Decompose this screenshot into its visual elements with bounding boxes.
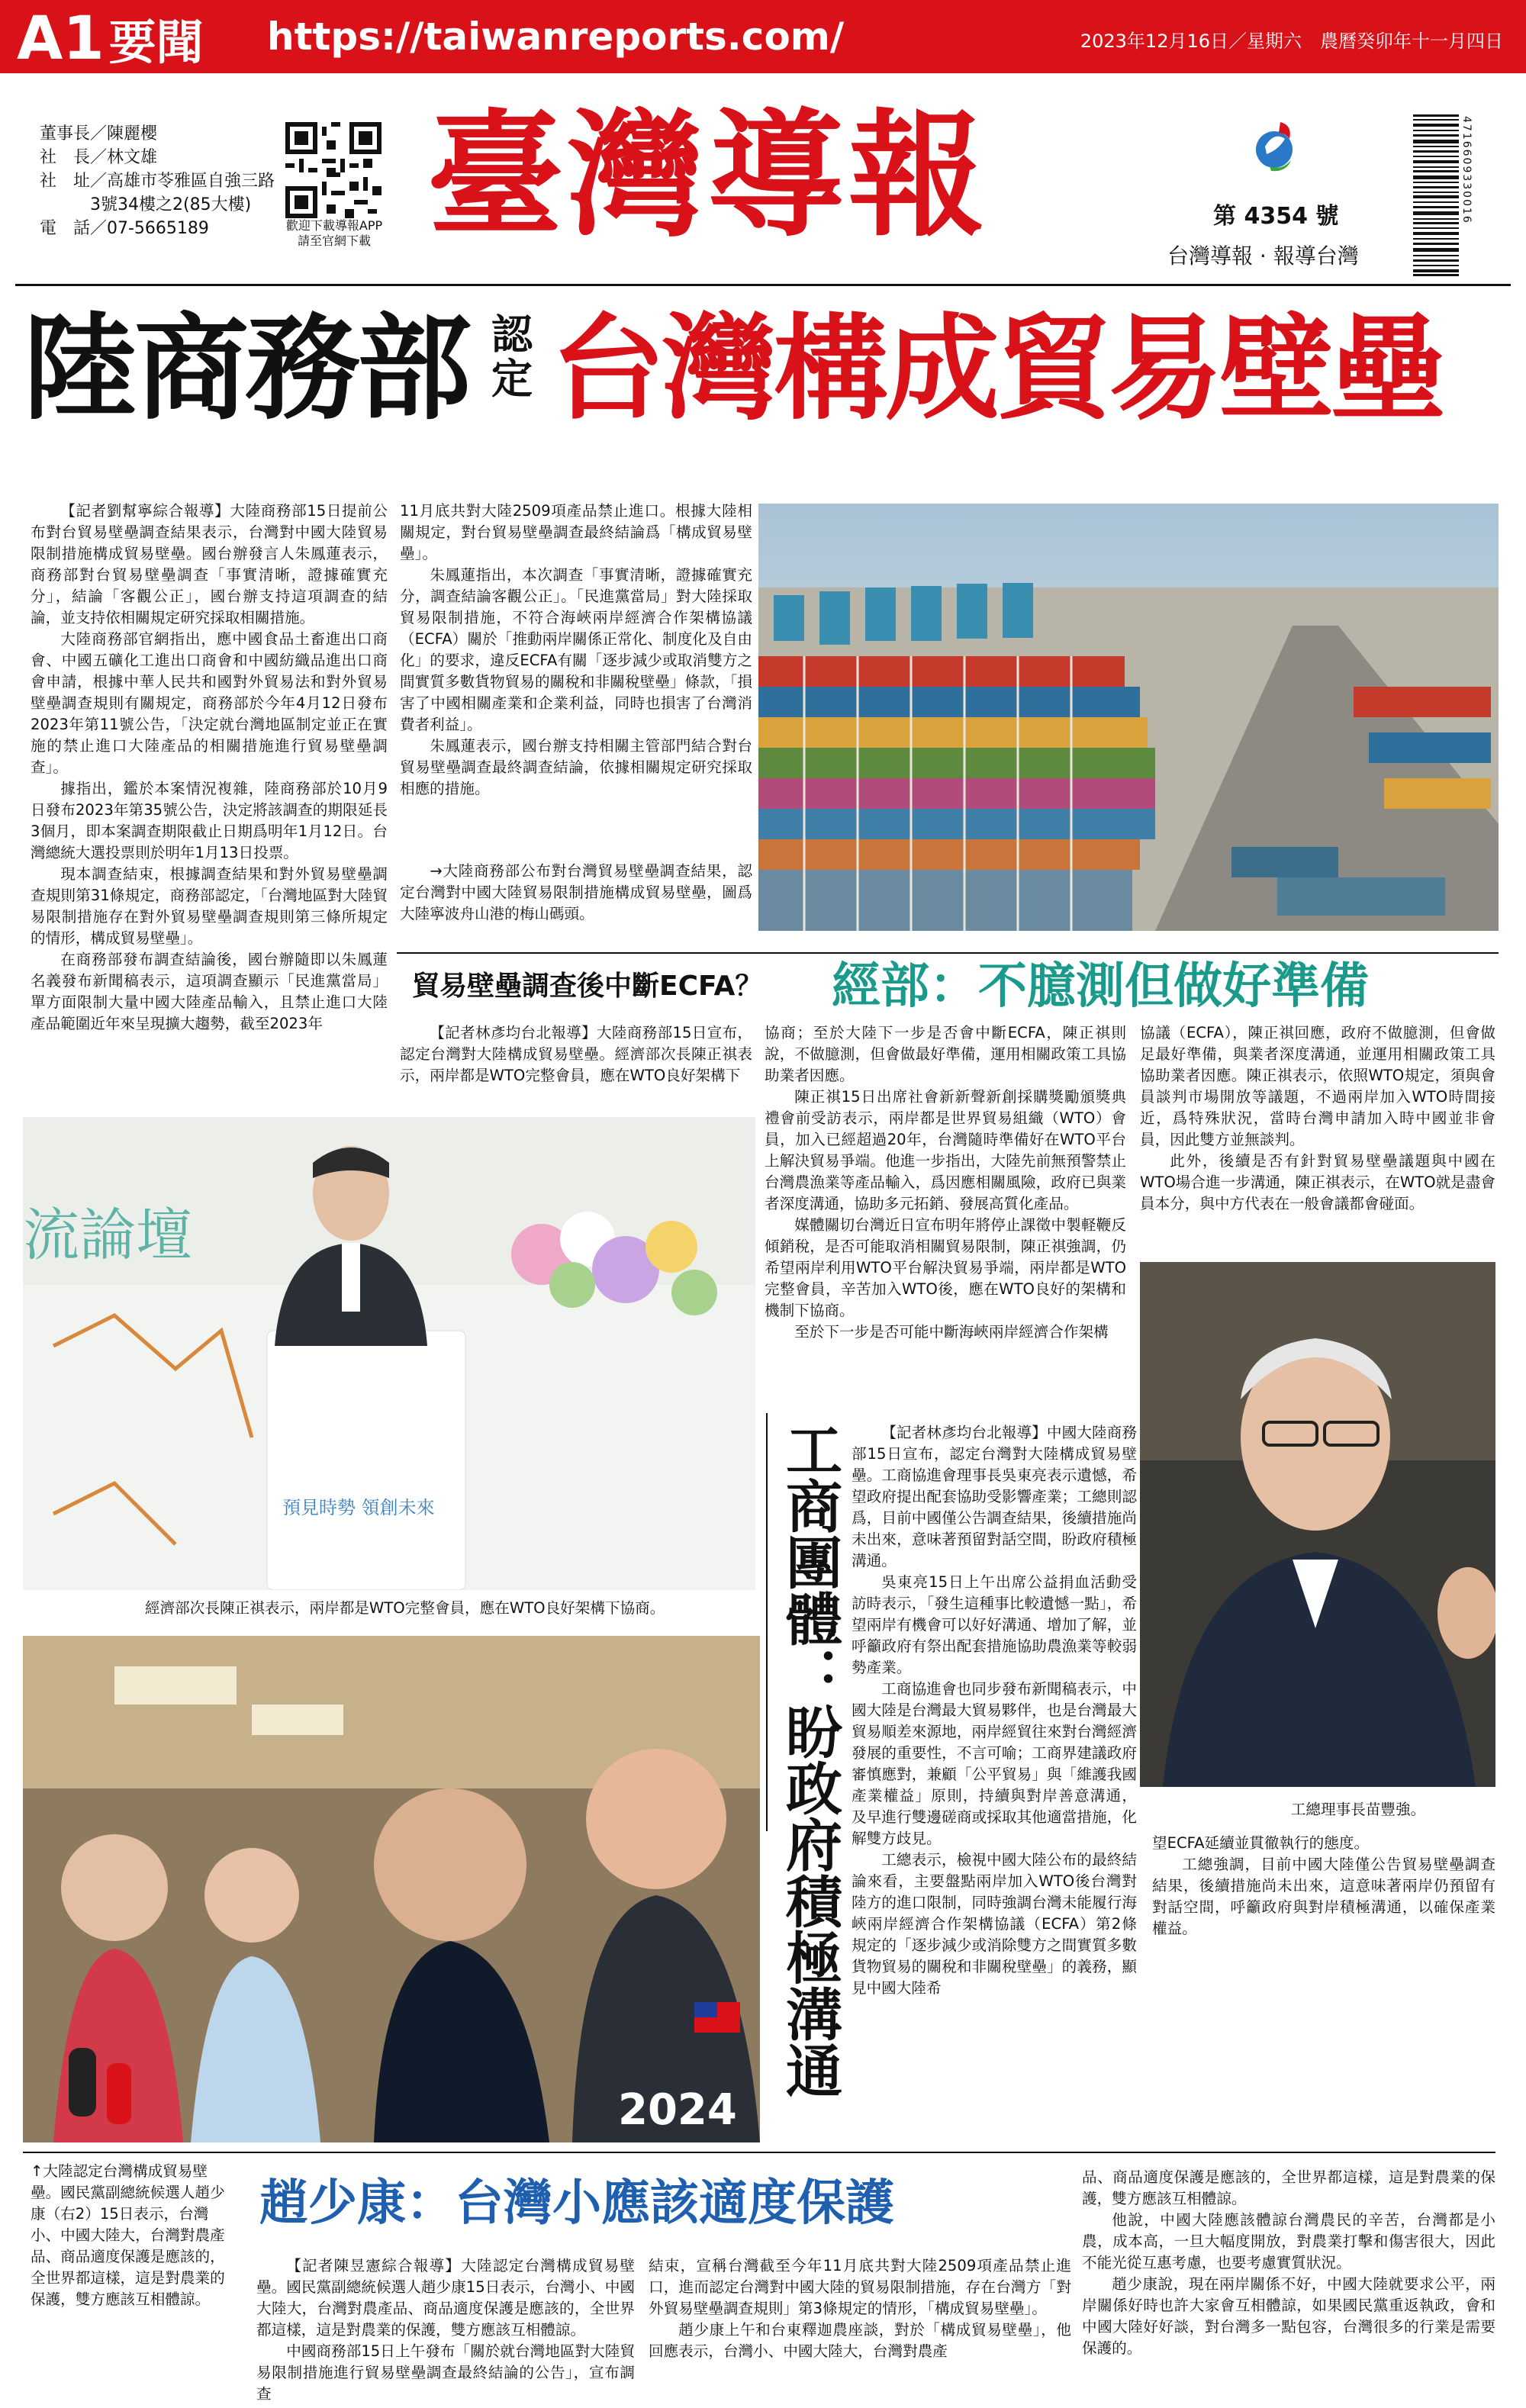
article4-col2 — [649, 2255, 1071, 2362]
article2-col3 — [1140, 1022, 1495, 1215]
paragraph: 至於下一步是否可能中斷海峽兩岸經濟合作架構 — [794, 1323, 1109, 1341]
article4-divider — [23, 2152, 1495, 2153]
paragraph: 在商務部發布調查結論後，國台辦隨即以朱鳳蓮名義發布新聞稿表示，這項調查顯示「民進黨當局」單方面限制大量中國大陸產品輸入，且禁止進口大陸產品範圍近年來呈現擴大趨勢，截至2023年 — [31, 951, 388, 1032]
paragraph: 品、商品適度保護是應該的，全世界都這樣，這是對農業的保護，雙方應該互相體諒。 — [1082, 2168, 1495, 2207]
paragraph: 他說，中國大陸應該體諒台灣農民的辛苦，台灣都是小農，成本高，一旦大幅度開放，對農業打擊和傷害很大，因此不能光從互惠考慮，也要考慮實質狀況。 — [1082, 2211, 1495, 2271]
slogan: 台灣導報 · 報導台灣 — [1167, 243, 1359, 269]
paragraph: 趙少康上午和台東釋迦農座談，對於「構成貿易壁壘」，他回應表示，台灣小、中國大陸大，台灣對農產 — [649, 2321, 1071, 2360]
paragraph: 中國商務部15日上午發布「關於就台灣地區對大陸貿易限制措施進行貿易壁壘調查最終結論的公告」，宣布調查 — [256, 2342, 635, 2403]
article3-col2 — [1152, 1833, 1495, 1940]
qr-caption: 歡迎下載導報APP 請至官網下載 — [285, 218, 383, 248]
shirt-year-text: 2024 — [618, 2085, 737, 2135]
staff-line: 社 長／林文雄 — [40, 148, 158, 167]
article2-col2 — [765, 1022, 1126, 1343]
paragraph: 協商；至於大陸下一步是否會中斷ECFA，陳正祺則說，不做臆測，但會做最好準備，運用相關政策工具協助業者因應。 — [765, 1024, 1126, 1084]
paragraph: 朱鳳蓮指出，本次調查「事實清晰，證據確實充分，調查結論客觀公正」。「民進黨當局」對大陸採取貿易限制措施，不符合海峽兩岸經濟合作架構協議（ECFA）關於「推動兩岸關係正常化、制度化及自由化」的要求，違反ECFA有關「逐步減少或取消雙方之間實質多數貨物貿易的關稅和非關稅壁壘」條款，「損害了中國相關產業和企業利益，同時也損害了台灣消費者利益」。 — [400, 566, 752, 733]
masthead-divider — [15, 284, 1511, 286]
kmt-visit-photo — [23, 1636, 760, 2142]
paragraph: 工總表示，檢視中國大陸公布的最終結論來看，主要盤點兩岸加入WTO後台灣對陸方的進口限制，同時強調台灣未能履行海峽兩岸經濟合作架構協議（ECFA）第2條規定的「逐步減少或消除雙方之間實質多數貨物貿易的關稅和非關稅壁壘」的義務，顯見中國大陸希 — [852, 1851, 1137, 1997]
dateline: 2023年12月16日／星期六 農曆癸卯年十一月四日 — [1080, 31, 1503, 52]
qr-code-icon[interactable] — [285, 122, 382, 218]
paragraph: 【記者林彥均台北報導】中國大陸商務部15日宣布，認定台灣對大陸構成貿易壁壘。工商協進會理事長吳東亮表示遺憾，希望政府提出配套協助受影響產業；工總則認爲，目前中國僅公告調查結果，後續措施尚未出來，意味著預留對話空間，盼政府積極溝通。 — [852, 1424, 1137, 1569]
article3-divider — [766, 1413, 768, 1831]
staff-line: 社 址／高雄市苓雅區自強三路 — [40, 172, 275, 191]
paragraph: 此外，後續是否有針對貿易壁壘議題與中國在WTO場合進一步溝通，陳正祺表示，在WTO就是盡會員本分，與中方代表在一般會議都會碰面。 — [1140, 1152, 1495, 1212]
port-photo-caption — [400, 861, 752, 925]
paragraph: 工總強調，目前中國大陸僅公告貿易壁壘調查結果，後續措施尚未出來，這意味著兩岸仍預留有對話空間，呼籲政府與對岸積極溝通，以確保產業權益。 — [1152, 1856, 1495, 1937]
site-url-link[interactable]: https://taiwanreports.com/ — [267, 14, 845, 59]
article3-col1 — [852, 1422, 1137, 1999]
paragraph: 協議（ECFA），陳正祺回應，政府不做臆測，但會做足最好準備，與業者深度溝通，並運用相關政策工具協助業者因應。陳正祺表示，依照WTO規定，須與會員談判市場開放等議題，不過兩岸加入WTO時間接近，爲特殊狀況，當時台灣申請加入時中國並非會員，因此雙方並無談判。 — [1140, 1024, 1495, 1148]
paragraph: 11月底共對大陸2509項產品禁止進口。根據大陸相關規定，對台貿易壁壘調查最終結論爲「構成貿易壁壘」。 — [400, 502, 752, 562]
port-photo — [758, 504, 1499, 931]
newspaper-logo: 臺灣導報 — [427, 95, 989, 255]
section-badge — [17, 5, 204, 73]
article2-kicker: 貿易壁壘調查後中斷ECFA？ — [412, 971, 763, 1002]
article2-title: 經部：不臆測但做好準備 — [832, 958, 1369, 1015]
article4-col3 — [1082, 2167, 1495, 2359]
paragraph: 趙少康說，現在兩岸關係不好，中國大陸就要求公平，兩岸關係好時也許大家會互相體諒，如果國民黨重返執政，會和中國大陸好好談，對台灣多一點包容，台灣很多的行業是需要保護的。 — [1082, 2275, 1495, 2357]
paragraph: 工商協進會也同步發布新聞稿表示，中國大陸是台灣最大貿易夥伴，也是台灣最大貿易順差來源地，兩岸經貿往來對台灣經濟發展的重要性，不言可喻；工商界建議政府審慎應對，兼顧「公平貿易」與「維護我國產業權益」原則，持續與對岸善意溝通， 及早進行雙邊磋商或採取其他適當措施，化解雙方歧見。 — [852, 1680, 1137, 1847]
forum-sign-text: 流論壇 — [23, 1202, 192, 1268]
caption-text: ↑大陸認定台灣構成貿易壁壘。國民黨副總統候選人趙少康（右2）15日表示，台灣小、中國大陸大，台灣對農產品、商品適度保護是應該的，全世界都這樣，這是對農業的保護，雙方應該互相體諒。 — [31, 2162, 225, 2308]
paragraph: 朱鳳蓮表示，國台辦支持相關主管部門結合對台貿易壁壘調查最終調查結論，依據相關規定研究採取相應的措施。 — [400, 737, 752, 797]
caption-text: →大陸商務部公布對台灣貿易壁壘調查結果，認定台灣對中國大陸貿易限制措施構成貿易壁壘，圖爲大陸寧波舟山港的梅山碼頭。 — [400, 862, 752, 922]
paragraph: 【記者林彥均台北報導】大陸商務部15日宣布，認定台灣對大陸構成貿易壁壘。經濟部次長陳正祺表示，兩岸都是WTO完整會員，應在WTO良好架構下 — [400, 1024, 752, 1084]
paragraph: 吳東亮15日上午出席公益捐血活動受訪時表示，「發生這種事比較遺憾一點」，希望兩岸有機會可以好好溝通、增加了解，並呼籲政府有祭出配套措施協助農漁業等較弱勢產業。 — [852, 1573, 1137, 1676]
paragraph: 現本調查結束，根據調查結果和對外貿易壁壘調查規則第31條規定，商務部認定，「台灣地區對大陸貿易限制措施存在對外貿易壁壘調查規則第三條所規定的情形，構成貿易壁壘」。 — [31, 865, 388, 947]
article3-vertical-title: 工商團體：盼政府積極溝通 — [777, 1421, 842, 2098]
vice-minister-photo-caption: 經濟部次長陳正祺表示，兩岸都是WTO完整會員，應在WTO良好架構下協商。 — [145, 1599, 665, 1617]
podium-text: 預見時勢 領創未來 — [282, 1497, 435, 1518]
chairman-photo — [1140, 1262, 1495, 1787]
headline-left: 陸商務部 — [23, 301, 469, 436]
article2-col1 — [400, 1022, 752, 1086]
staff-line: 董事長／陳麗櫻 — [40, 124, 158, 143]
newspaper-emblem-icon — [1251, 116, 1305, 177]
article1-col2 — [400, 501, 752, 800]
paragraph: 結束，宣稱台灣截至今年11月底共對大陸2509項產品禁止進口，進而認定台灣對中國大陸的貿易限制措施，存在台灣方「對外貿易壁壘調查規則」第3條規定的情形，「構成貿易壁壘」。 — [649, 2257, 1071, 2317]
issue-number: 第 4354 號 — [1213, 203, 1339, 230]
section-number: A1 — [17, 5, 105, 73]
paragraph: 大陸商務部官網指出，應中國食品土畜進出口商會、中國五礦化工進出口商會和中國紡織品進出口商會申請，根據中華人民共和國對外貿易法和對外貿易壁壘調查規則有關規定，商務部於今年4月12日發布2023年第11號公告，「決定就台灣地區制定並正在實施的禁止進口大陸產品的相關措施進行貿易壁壘調查」。 — [31, 630, 388, 776]
paragraph: 媒體關切台灣近日宣布明年將停止課徵中製軽鞭反傾銷稅，是否可能取消相關貿易限制，陳正祺強調，仍希望兩岸利用WTO平台解決貿易爭端，兩岸都是WTO完整會員，辛苦加入WTO後，應在WTO良好的架構和機制下協商。 — [765, 1216, 1126, 1319]
vice-minister-photo — [23, 1117, 755, 1590]
paragraph: 望ECFA延續並貫徹執行的態度。 — [1152, 1834, 1370, 1852]
article4-title: 趙少康：台灣小應該適度保護 — [259, 2175, 894, 2232]
paragraph: 【記者劉幫寧綜合報導】大陸商務部15日提前公布對台貿易壁壘調查結果表示，台灣對中國大陸貿易限制措施構成貿易壁壘。國台辦發言人朱鳳蓮表示，商務部對台貿易壁壘調查「事實清晰，證據確實充分」，結論「客觀公正」，國台辦支持這項調查的結論，並支持依相關規定研究採取相關措施。 — [31, 502, 388, 626]
headline-verb: 認定 — [491, 311, 533, 403]
kmt-photo-side-caption — [31, 2161, 233, 2310]
headline-right: 台灣構成貿易壁壘 — [551, 301, 1443, 436]
section-name: 要聞 — [108, 14, 204, 70]
barcode-number: 4716609330016 — [1460, 116, 1473, 224]
staff-line: 電 話／07-5665189 — [40, 219, 209, 238]
chairman-photo-caption: 工總理事長苗豐強。 — [1290, 1801, 1426, 1818]
article1-col1 — [31, 501, 388, 1035]
article4-col1 — [256, 2255, 635, 2405]
paragraph: 陳正祺15日出席社會新新聲新創採購獎勵頒獎典禮會前受訪表示，兩岸都是世界貿易組織（WTO）會員，加入已經超過20年，台灣隨時準備好在WTO平台上解決貿易爭端。他進一步指出，大陸先前無預警禁止台灣農漁業等產品輸入，爲因應相關風險，政府已與業者深度溝通，協助多元拓銷、發展高質化產品。 — [765, 1088, 1126, 1212]
barcode-icon — [1413, 114, 1459, 276]
staff-info — [40, 122, 284, 240]
staff-line: 3號34樓之2(85大樓) — [40, 195, 252, 214]
paragraph: 據指出，鑑於本案情況複雜，陸商務部於10月9日發布2023年第35號公告，決定將該調查的期限延長3個月，即本案調查期限截止日期爲明年1月12日。台灣總統大選投票則於明年1月13日投票。 — [31, 780, 388, 861]
paragraph: 【記者陳昱憲綜合報導】大陸認定台灣構成貿易壁壘。國民黨副總統候選人趙少康15日表示，台灣小、中國大陸大，台灣對農產品、商品適度保護是應該的，全世界都這樣，這是對農業的保護，雙方應該互相體諒。 — [256, 2257, 635, 2339]
